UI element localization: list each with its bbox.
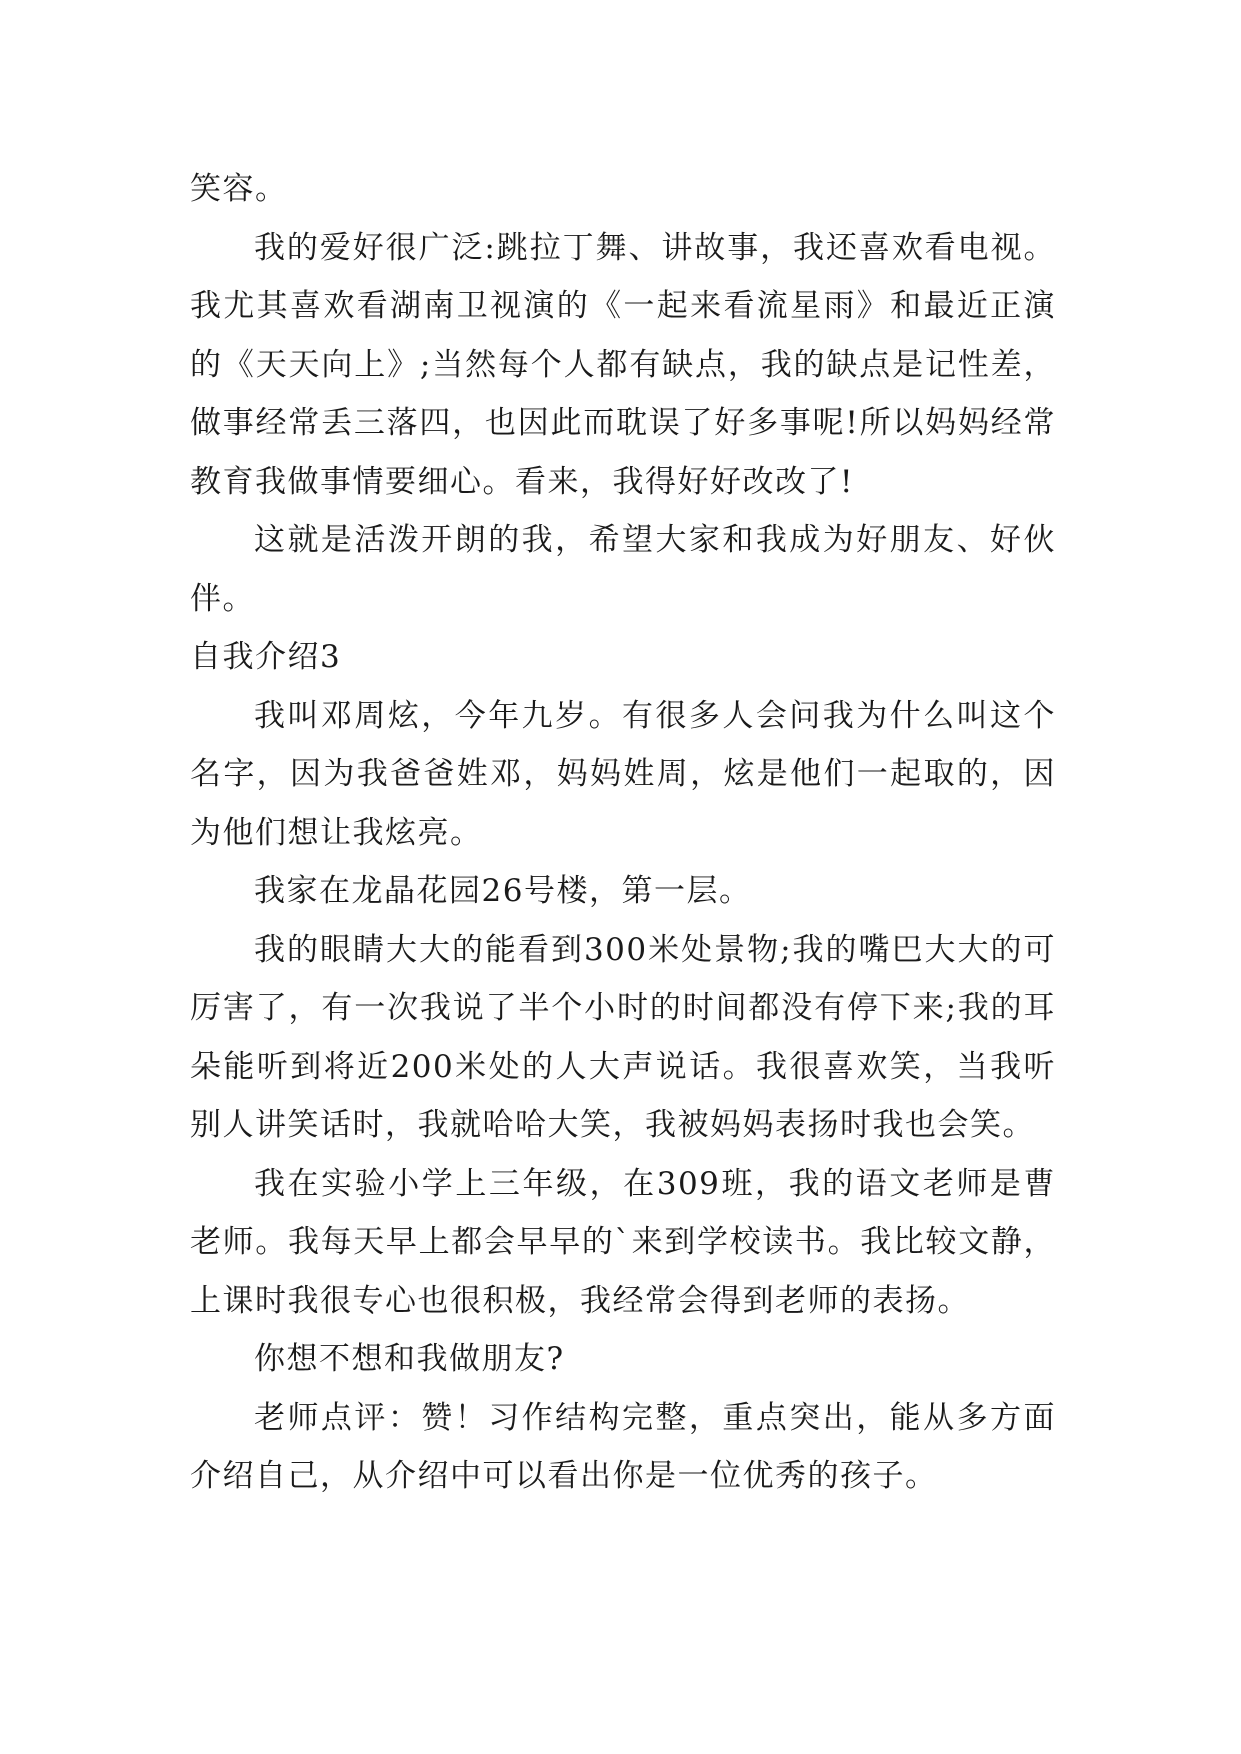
document-body xyxy=(190,160,1056,1506)
paragraph-school: 我在实验小学上三年级，在309班，我的语文老师是曹老师。我每天早上都会早早的`来到学校读书。我比较文静，上课时我很专心也很积极，我经常会得到老师的表扬。 xyxy=(190,1165,1056,1319)
paragraph-hobbies: 我的爱好很广泛:跳拉丁舞、讲故事，我还喜欢看电视。我尤其喜欢看湖南卫视演的《一起来看流星雨》和最近正演的《天天向上》;当然每个人都有缺点，我的缺点是记性差，做事经常丢三落四，也因此而耽误了好多事呢!所以妈妈经常教育我做事情要细心。看来，我得好好改改了! xyxy=(190,229,1056,500)
paragraph-name: 我叫邓周炫，今年九岁。有很多人会问我为什么叫这个名字，因为我爸爸姓邓，妈妈姓周，炫是他们一起取的，因为他们想让我炫亮。 xyxy=(190,697,1056,851)
paragraph-features: 我的眼睛大大的能看到300米处景物;我的嘴巴大大的可厉害了，有一次我说了半个小时的时间都没有停下来;我的耳朵能听到将近200米处的人大声说话。我很喜欢笑，当我听别人讲笑话时，我就哈哈大笑，我被妈妈表扬时我也会笑。 xyxy=(190,931,1056,1143)
paragraph-home: 我家在龙晶花园26号楼，第一层。 xyxy=(254,873,752,909)
paragraph-teacher-comment: 老师点评：赞！习作结构完整，重点突出，能从多方面介绍自己，从介绍中可以看出你是一位优秀的孩子。 xyxy=(190,1399,1056,1494)
paragraph-question: 你想不想和我做朋友? xyxy=(254,1341,565,1377)
paragraph-continuation: 笑容。 xyxy=(190,171,288,207)
paragraph-conclusion: 这就是活泼开朗的我，希望大家和我成为好朋友、好伙伴。 xyxy=(190,522,1056,617)
section-heading: 自我介绍3 xyxy=(190,639,342,675)
